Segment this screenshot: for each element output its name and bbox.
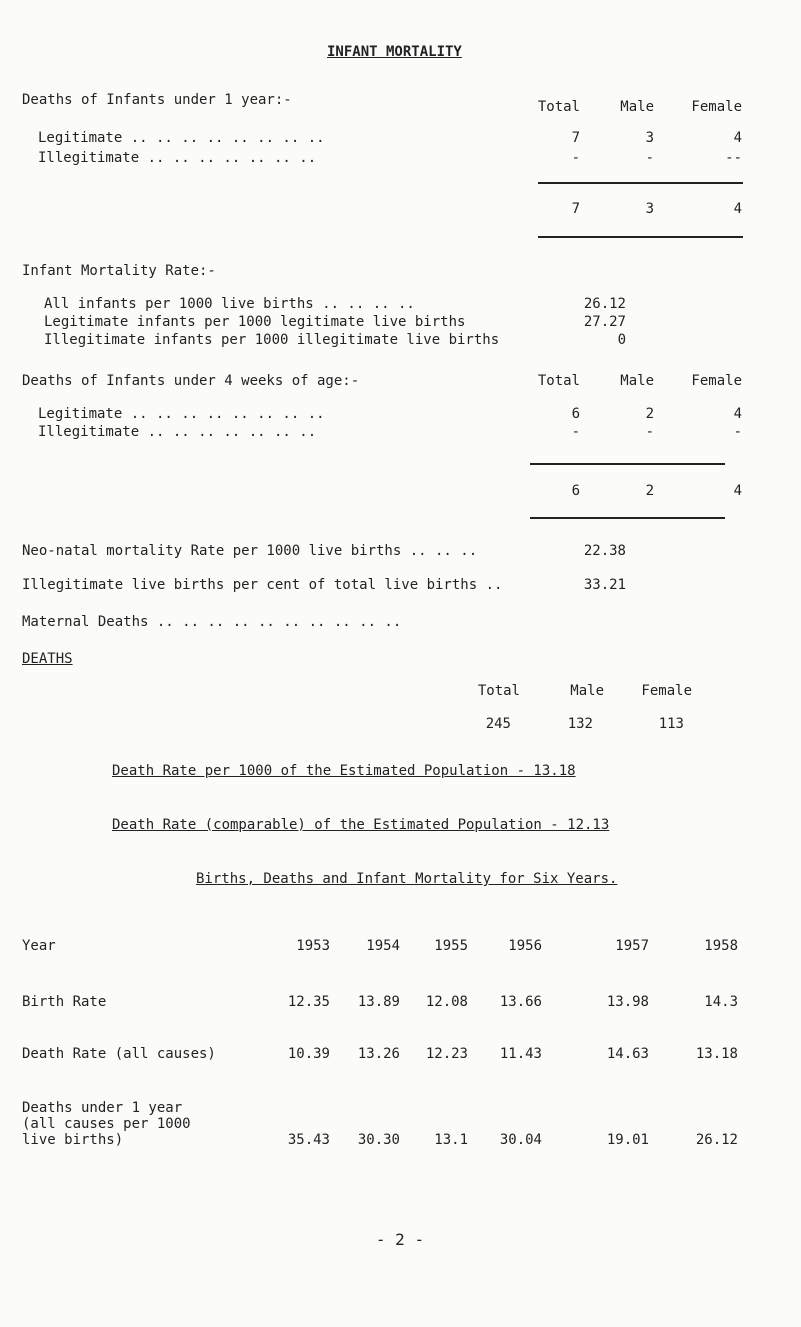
neonatal-value: 22.38	[583, 543, 626, 559]
total-male: 3	[645, 201, 654, 217]
fw-illegit-female: -	[733, 424, 742, 440]
birth-rate-1958: 14.3	[704, 994, 738, 1010]
fw-total-male: 2	[645, 483, 654, 499]
birth-rate-1953: 12.35	[287, 994, 330, 1010]
year-1954: 1954	[366, 938, 400, 954]
fw-legit-male: 2	[645, 406, 654, 422]
row-label-illegitimate: Illegitimate .. .. .. .. .. .. ..	[38, 150, 317, 166]
rate-value-legitimate: 27.27	[583, 314, 626, 330]
year-1955: 1955	[434, 938, 468, 954]
infant-deaths-label-line2: (all causes per 1000	[22, 1116, 191, 1132]
cell-legit-total: 7	[571, 130, 580, 146]
deaths-female: 113	[658, 716, 684, 732]
deaths-male: 132	[567, 716, 593, 732]
six-years-heading: Births, Deaths and Infant Mortality for Six Years.	[196, 871, 618, 887]
neonatal-label: Neo-natal mortality Rate per 1000 live births .. .. ..	[22, 543, 478, 559]
cell-illegit-female: --	[725, 150, 742, 166]
rate-label-legitimate: Legitimate infants per 1000 legitimate live births	[44, 314, 466, 330]
death-rate-label: Death Rate (all causes)	[22, 1046, 216, 1062]
cell-illegit-male: -	[645, 150, 654, 166]
rate-value-all: 26.12	[583, 296, 626, 312]
row-label-legitimate: Legitimate .. .. .. .. .. .. .. ..	[38, 130, 325, 146]
rate-value-illegitimate: 0	[617, 332, 626, 348]
fw-illegit-male: -	[645, 424, 654, 440]
death-rate-1956: 11.43	[499, 1046, 542, 1062]
illegit-percent-label: Illegitimate live births per cent of total live births ..	[22, 577, 503, 593]
column-header-male: Male	[620, 99, 654, 115]
death-rate-line: Death Rate per 1000 of the Estimated Population - 13.18	[112, 763, 576, 779]
deaths-col-male: Male	[570, 683, 604, 699]
death-rate-comparable-line: Death Rate (comparable) of the Estimated Population - 12.13	[112, 817, 610, 833]
page-title: INFANT MORTALITY	[327, 44, 462, 60]
infant-deaths-label-line1: Deaths under 1 year	[22, 1100, 183, 1116]
fw-illegit-total: -	[571, 424, 580, 440]
birth-rate-1956: 13.66	[499, 994, 542, 1010]
infant-deaths-heading: Deaths of Infants under 1 year:-	[22, 92, 292, 108]
total-rule-top	[538, 182, 743, 184]
fw-column-female: Female	[691, 373, 742, 389]
infant-deaths-1954: 30.30	[357, 1132, 400, 1148]
year-1956: 1956	[508, 938, 542, 954]
mortality-rate-heading: Infant Mortality Rate:-	[22, 263, 216, 279]
infant-deaths-label-line3: live births)	[22, 1132, 124, 1148]
total-rule-bottom	[538, 236, 743, 238]
year-1958: 1958	[704, 938, 738, 954]
fw-total-total: 6	[571, 483, 580, 499]
infant-deaths-1955: 13.1	[434, 1132, 468, 1148]
total-female: 4	[733, 201, 742, 217]
fw-row-label-legitimate: Legitimate .. .. .. .. .. .. .. ..	[38, 406, 325, 422]
total-total: 7	[571, 201, 580, 217]
deaths-col-total: Total	[477, 683, 520, 699]
rate-label-all: All infants per 1000 live births .. .. .. ..	[44, 296, 415, 312]
death-rate-1957: 14.63	[606, 1046, 649, 1062]
four-weeks-heading: Deaths of Infants under 4 weeks of age:-	[22, 373, 360, 389]
fw-legit-female: 4	[733, 406, 742, 422]
fw-column-male: Male	[620, 373, 654, 389]
fw-total-rule-bottom	[530, 517, 725, 519]
birth-rate-1955: 12.08	[425, 994, 468, 1010]
cell-legit-female: 4	[733, 130, 742, 146]
column-header-total: Total	[537, 99, 580, 115]
deaths-col-female: Female	[641, 683, 692, 699]
fw-row-label-illegitimate: Illegitimate .. .. .. .. .. .. ..	[38, 424, 317, 440]
deaths-total: 245	[485, 716, 511, 732]
fw-legit-total: 6	[571, 406, 580, 422]
death-rate-1958: 13.18	[695, 1046, 738, 1062]
year-label: Year	[22, 938, 56, 954]
infant-deaths-1957: 19.01	[606, 1132, 649, 1148]
fw-column-total: Total	[537, 373, 580, 389]
maternal-deaths-label: Maternal Deaths .. .. .. .. .. .. .. .. .. ..	[22, 614, 402, 630]
fw-total-rule-top	[530, 463, 725, 465]
birth-rate-1954: 13.89	[357, 994, 400, 1010]
death-rate-1954: 13.26	[357, 1046, 400, 1062]
cell-legit-male: 3	[645, 130, 654, 146]
death-rate-1955: 12.23	[425, 1046, 468, 1062]
deaths-heading: DEATHS	[22, 651, 73, 667]
infant-deaths-1956: 30.04	[499, 1132, 542, 1148]
rate-label-illegitimate: Illegitimate infants per 1000 illegitimate live births	[44, 332, 500, 348]
death-rate-1953: 10.39	[287, 1046, 330, 1062]
birth-rate-label: Birth Rate	[22, 994, 107, 1010]
column-header-female: Female	[691, 99, 742, 115]
cell-illegit-total: -	[571, 150, 580, 166]
fw-total-female: 4	[733, 483, 742, 499]
year-1957: 1957	[615, 938, 649, 954]
page-number: - 2 -	[375, 1230, 425, 1249]
infant-deaths-1953: 35.43	[287, 1132, 330, 1148]
birth-rate-1957: 13.98	[606, 994, 649, 1010]
year-1953: 1953	[296, 938, 330, 954]
infant-deaths-1958: 26.12	[695, 1132, 738, 1148]
illegit-percent-value: 33.21	[583, 577, 626, 593]
